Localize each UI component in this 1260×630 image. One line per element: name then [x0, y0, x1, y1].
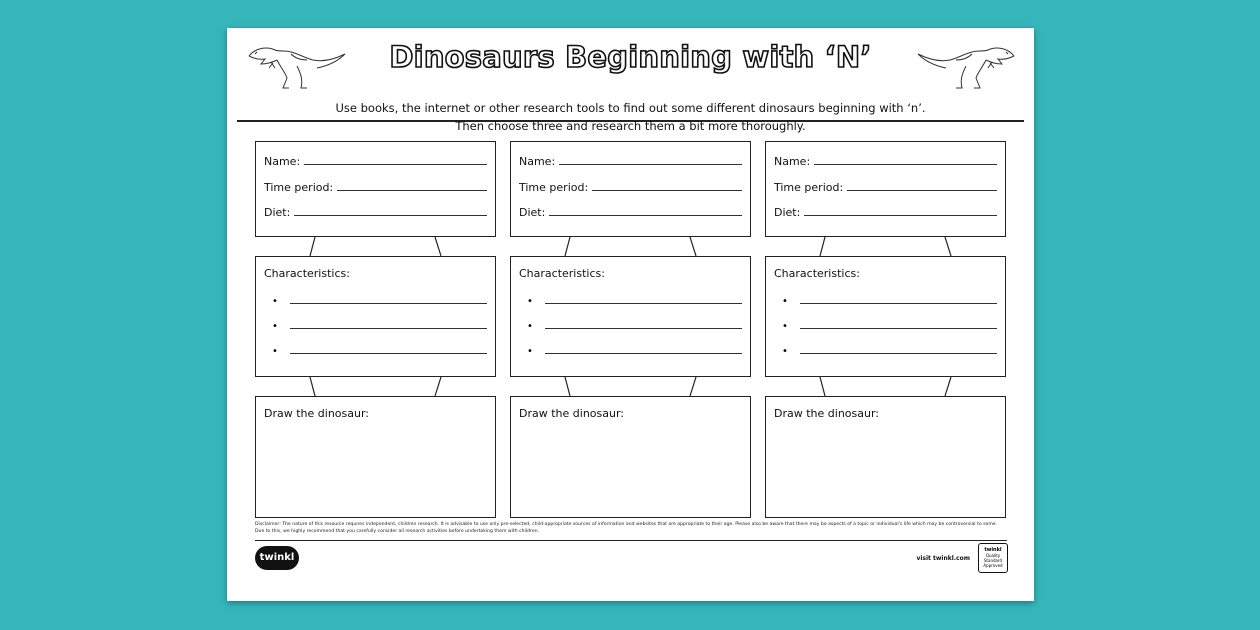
time-period-line[interactable]	[592, 189, 742, 191]
bullet: •	[782, 346, 788, 357]
diet-field[interactable]	[774, 201, 997, 219]
bullet: •	[782, 321, 788, 332]
time-period-field[interactable]	[774, 176, 997, 194]
characteristic-line[interactable]	[290, 352, 487, 354]
bullet: •	[272, 346, 278, 357]
characteristic-line[interactable]	[800, 327, 997, 329]
name-line[interactable]	[559, 163, 742, 165]
draw-label: Draw the dinosaur:	[774, 407, 879, 420]
visit-link[interactable]: visit twinkl.com	[916, 555, 970, 562]
badge-caption: Quality Standard Approved	[983, 553, 1003, 568]
footer-divider	[255, 540, 1007, 541]
draw-label: Draw the dinosaur:	[519, 407, 624, 420]
characteristic-line[interactable]	[545, 352, 742, 354]
instructions-line-1: Use books, the internet or other research tools to find out some different dinosaurs beginning with ‘n’.	[335, 101, 926, 115]
connector	[510, 237, 751, 257]
diet-line[interactable]	[294, 214, 487, 216]
twinkl-logo[interactable]: twinkl	[255, 546, 299, 570]
characteristic-line[interactable]	[290, 327, 487, 329]
bullet: •	[527, 346, 533, 357]
time-period-label: Time period:	[519, 181, 589, 194]
characteristic-item[interactable]	[782, 343, 997, 357]
name-line[interactable]	[814, 163, 997, 165]
instructions	[227, 99, 1034, 135]
characteristic-line[interactable]	[800, 352, 997, 354]
characteristic-item[interactable]	[272, 293, 487, 307]
bullet: •	[527, 321, 533, 332]
name-line[interactable]	[304, 163, 487, 165]
time-period-line[interactable]	[847, 189, 997, 191]
name-label: Name:	[774, 155, 811, 168]
diet-line[interactable]	[549, 214, 742, 216]
characteristics-label: Characteristics:	[519, 267, 605, 280]
connector	[765, 377, 1006, 397]
connector	[255, 237, 496, 257]
info-card	[255, 141, 496, 237]
instructions-line-2: Then choose three and research them a bit more thoroughly.	[455, 119, 806, 133]
name-field[interactable]	[519, 150, 742, 168]
name-field[interactable]	[774, 150, 997, 168]
diet-label: Diet:	[264, 206, 291, 219]
bullet: •	[272, 321, 278, 332]
connector	[765, 237, 1006, 257]
diet-field[interactable]	[264, 201, 487, 219]
name-field[interactable]	[264, 150, 487, 168]
characteristic-item[interactable]	[272, 318, 487, 332]
characteristic-item[interactable]	[782, 293, 997, 307]
characteristics-label: Characteristics:	[774, 267, 860, 280]
connector	[510, 377, 751, 397]
characteristic-item[interactable]	[527, 343, 742, 357]
bullet: •	[527, 296, 533, 307]
characteristics-card	[510, 256, 751, 377]
info-card	[510, 141, 751, 237]
bullet: •	[782, 296, 788, 307]
drawing-card[interactable]	[510, 396, 751, 518]
draw-label: Draw the dinosaur:	[264, 407, 369, 420]
characteristic-line[interactable]	[545, 302, 742, 304]
characteristics-card	[765, 256, 1006, 377]
time-period-field[interactable]	[264, 176, 487, 194]
badge-brand: twinkl	[984, 547, 1002, 553]
connector	[255, 377, 496, 397]
diet-line[interactable]	[804, 214, 997, 216]
characteristic-item[interactable]	[272, 343, 487, 357]
drawing-card[interactable]	[765, 396, 1006, 518]
characteristic-item[interactable]	[527, 318, 742, 332]
diet-label: Diet:	[519, 206, 546, 219]
characteristic-item[interactable]	[782, 318, 997, 332]
diet-label: Diet:	[774, 206, 801, 219]
disclaimer-text: Disclaimer: The nature of this resource requires independent, children research. It is advisable to use only pre-selected, child-appropriate sources of information and websites that are appropriate to their age. Please also be aware that there may be aspects of a topic or individual's life which may be controversial to some. Due to this, we highly recommend that you carefully consider all research activities before undertaking them with children.	[255, 522, 998, 534]
characteristics-label: Characteristics:	[264, 267, 350, 280]
diet-field[interactable]	[519, 201, 742, 219]
time-period-label: Time period:	[264, 181, 334, 194]
characteristic-line[interactable]	[290, 302, 487, 304]
characteristics-card	[255, 256, 496, 377]
name-label: Name:	[264, 155, 301, 168]
worksheet	[227, 28, 1034, 601]
characteristic-line[interactable]	[800, 302, 997, 304]
info-card	[765, 141, 1006, 237]
bullet: •	[272, 296, 278, 307]
name-label: Name:	[519, 155, 556, 168]
time-period-label: Time period:	[774, 181, 844, 194]
characteristic-line[interactable]	[545, 327, 742, 329]
time-period-field[interactable]	[519, 176, 742, 194]
quality-badge-icon	[978, 543, 1008, 573]
characteristic-item[interactable]	[527, 293, 742, 307]
drawing-card[interactable]	[255, 396, 496, 518]
worksheet-title: Dinosaurs Beginning with ‘N’	[389, 40, 872, 74]
time-period-line[interactable]	[337, 189, 487, 191]
